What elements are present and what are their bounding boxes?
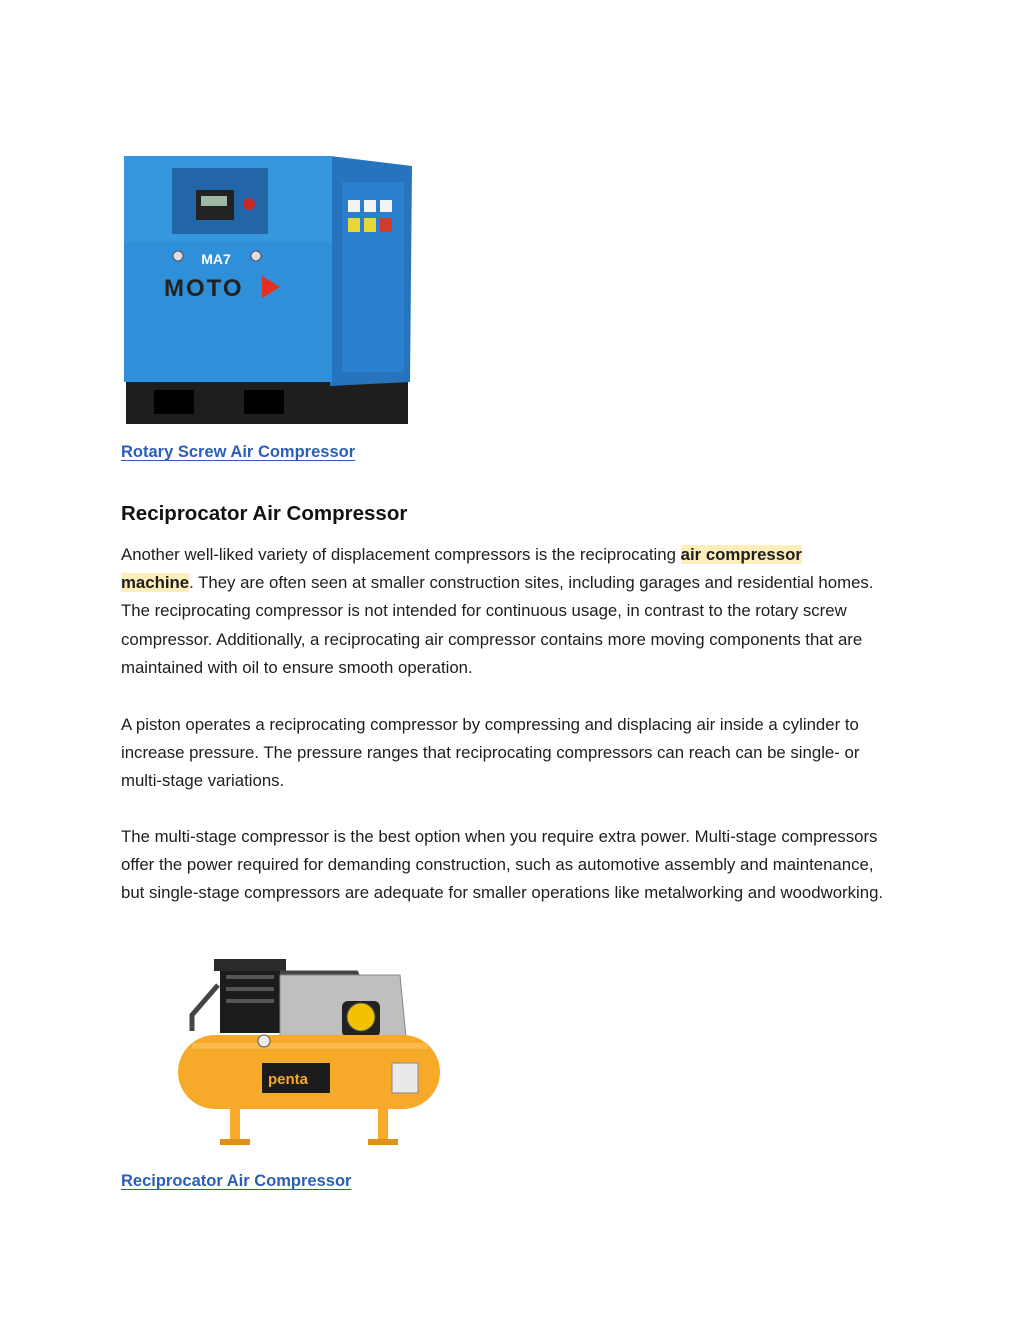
paragraph-1	[121, 541, 901, 682]
paragraph-1-intro: Another well-liked variety of displacement compressors is the reciprocating	[121, 545, 681, 564]
machine-link[interactable]: machine	[121, 573, 190, 593]
paragraph-1-rest: . They are often seen at smaller construction sites, including garages and residential homes. The reciprocating compressor is not intended for continuous usage, in contrast to the rotary screw compressor. Additionally, a reciprocating air compressor contains more moving components that are maintained with oil to ensure smooth operation.	[121, 573, 874, 677]
paragraph-3: The multi-stage compressor is the best option when you require extra power. Multi-stage compressors offer the power required for demanding construction, such as automotive assembly and maintenance, but single-stage compressors are adequate for smaller operations like metalworking and woodworking.	[121, 827, 884, 903]
reciprocator-caption-link[interactable]: Reciprocator Air Compressor	[121, 1172, 352, 1190]
reciprocator-compressor-illustration	[120, 945, 482, 1155]
rotary-screw-caption-link[interactable]: Rotary Screw Air Compressor	[121, 443, 356, 461]
rotary-screw-compressor-image	[120, 150, 416, 430]
rotary-compressor-illustration	[120, 150, 416, 430]
brand-logo: MOTO	[164, 275, 244, 302]
brand-plate: penta	[268, 1071, 309, 1088]
reciprocator-compressor-image	[120, 945, 482, 1155]
model-label: MA7	[201, 251, 231, 267]
section-heading: Reciprocator Air Compressor	[121, 502, 408, 525]
air-compressor-link[interactable]: air compressor	[680, 545, 802, 564]
paragraph-2: A piston operates a reciprocating compressor by compressing and displacing air inside a cylinder to increase pressure. The pressure ranges that reciprocating compressors can reach can be single- or multi-stage variations.	[121, 715, 860, 791]
